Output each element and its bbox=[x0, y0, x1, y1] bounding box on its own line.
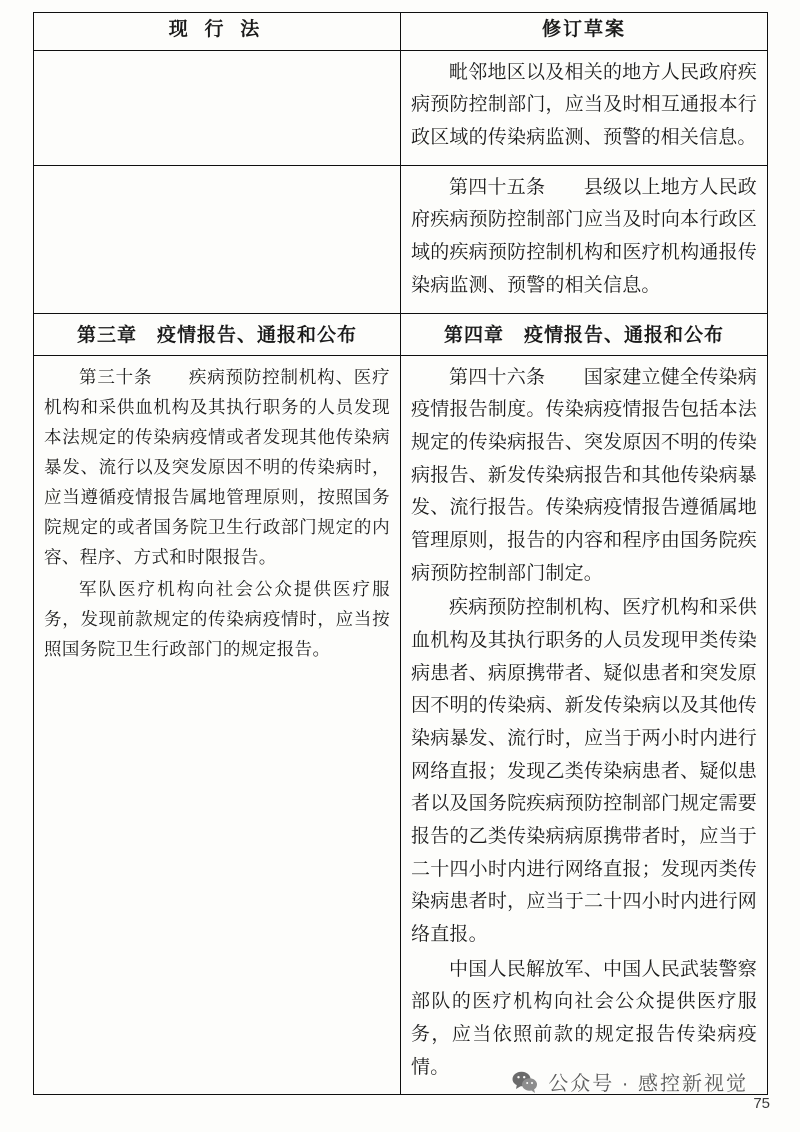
chapter-heading-right: 第四章 疫情报告、通报和公布 bbox=[401, 313, 768, 355]
wechat-icon bbox=[512, 1071, 538, 1093]
chapter-heading-row bbox=[34, 313, 768, 355]
table-header-row bbox=[34, 13, 768, 51]
page-footer bbox=[0, 1058, 800, 1118]
paragraph: 第四十五条 县级以上地方人民政府疾病预防控制部门应当及时向本行政区域的疾病预防控制机构和医疗机构通报传染病监测、预警的相关信息。 bbox=[411, 176, 757, 296]
chapter-heading-left: 第三章 疫情报告、通报和公布 bbox=[34, 313, 401, 355]
paragraph: 第三十条 疾病预防控制机构、医疗机构和采供血机构及其执行职务的人员发现本法规定的传染病疫情或者发现其他传染病暴发、流行以及突发原因不明的传染病时，应当遵循疫情报告属地管理原则，按照国务院规定的或者国务院卫生行政部门规定的内容、程序、方式和时限报告。 bbox=[44, 366, 390, 568]
left-cell-empty-1 bbox=[34, 50, 401, 165]
header-revised-draft: 修订草案 bbox=[401, 13, 768, 51]
table-row bbox=[34, 165, 768, 313]
paragraph: 第四十六条 国家建立健全传染病疫情报告制度。传染病疫情报告包括本法规定的传染病报告、突发原因不明的传染病报告、新发传染病报告和其他传染病暴发、流行报告。传染病疫情报告遵循属地管理原则，报告的内容和程序由国务院疾病预防控制部门制定。 bbox=[411, 366, 757, 584]
header-current-law: 现 行 法 bbox=[34, 13, 401, 51]
left-cell-3 bbox=[34, 355, 401, 1095]
right-cell-3 bbox=[401, 355, 768, 1095]
paragraph: 疾病预防控制机构、医疗机构和采供血机构及其执行职务的人员发现甲类传染病患者、病原携带者、疑似患者和突发原因不明的传染病、新发传染病以及其他传染病暴发、流行时，应当于两小时内进行网络直报；发现乙类传染病患者、疑似患者以及国务院疾病预防控制部门规定需要报告的乙类传染病病原携带者时，应当于二十四小时内进行网络直报；发现丙类传染病患者时，应当于二十四小时内进行网络直报。 bbox=[411, 597, 757, 945]
table-row bbox=[34, 50, 768, 165]
comparison-table bbox=[33, 12, 768, 1095]
right-cell-2 bbox=[401, 165, 768, 313]
wechat-account-tag bbox=[512, 1067, 748, 1096]
table-row bbox=[34, 355, 768, 1095]
page-number: 75 bbox=[753, 1095, 770, 1112]
paragraph: 中国人民解放军、中国人民武装警察部队的医疗机构向社会公众提供医疗服务，应当依照前款的规定报告传染病疫情。 bbox=[411, 958, 757, 1078]
right-cell-1 bbox=[401, 50, 768, 165]
paragraph: 军队医疗机构向社会公众提供医疗服务，发现前款规定的传染病疫情时，应当按照国务院卫生行政部门的规定报告。 bbox=[44, 579, 390, 660]
wechat-account-label: 公众号 · 感控新视觉 bbox=[548, 1073, 748, 1095]
left-cell-empty-2 bbox=[34, 165, 401, 313]
paragraph: 毗邻地区以及相关的地方人民政府疾病预防控制部门，应当及时相互通报本行政区域的传染病监测、预警的相关信息。 bbox=[411, 61, 757, 149]
